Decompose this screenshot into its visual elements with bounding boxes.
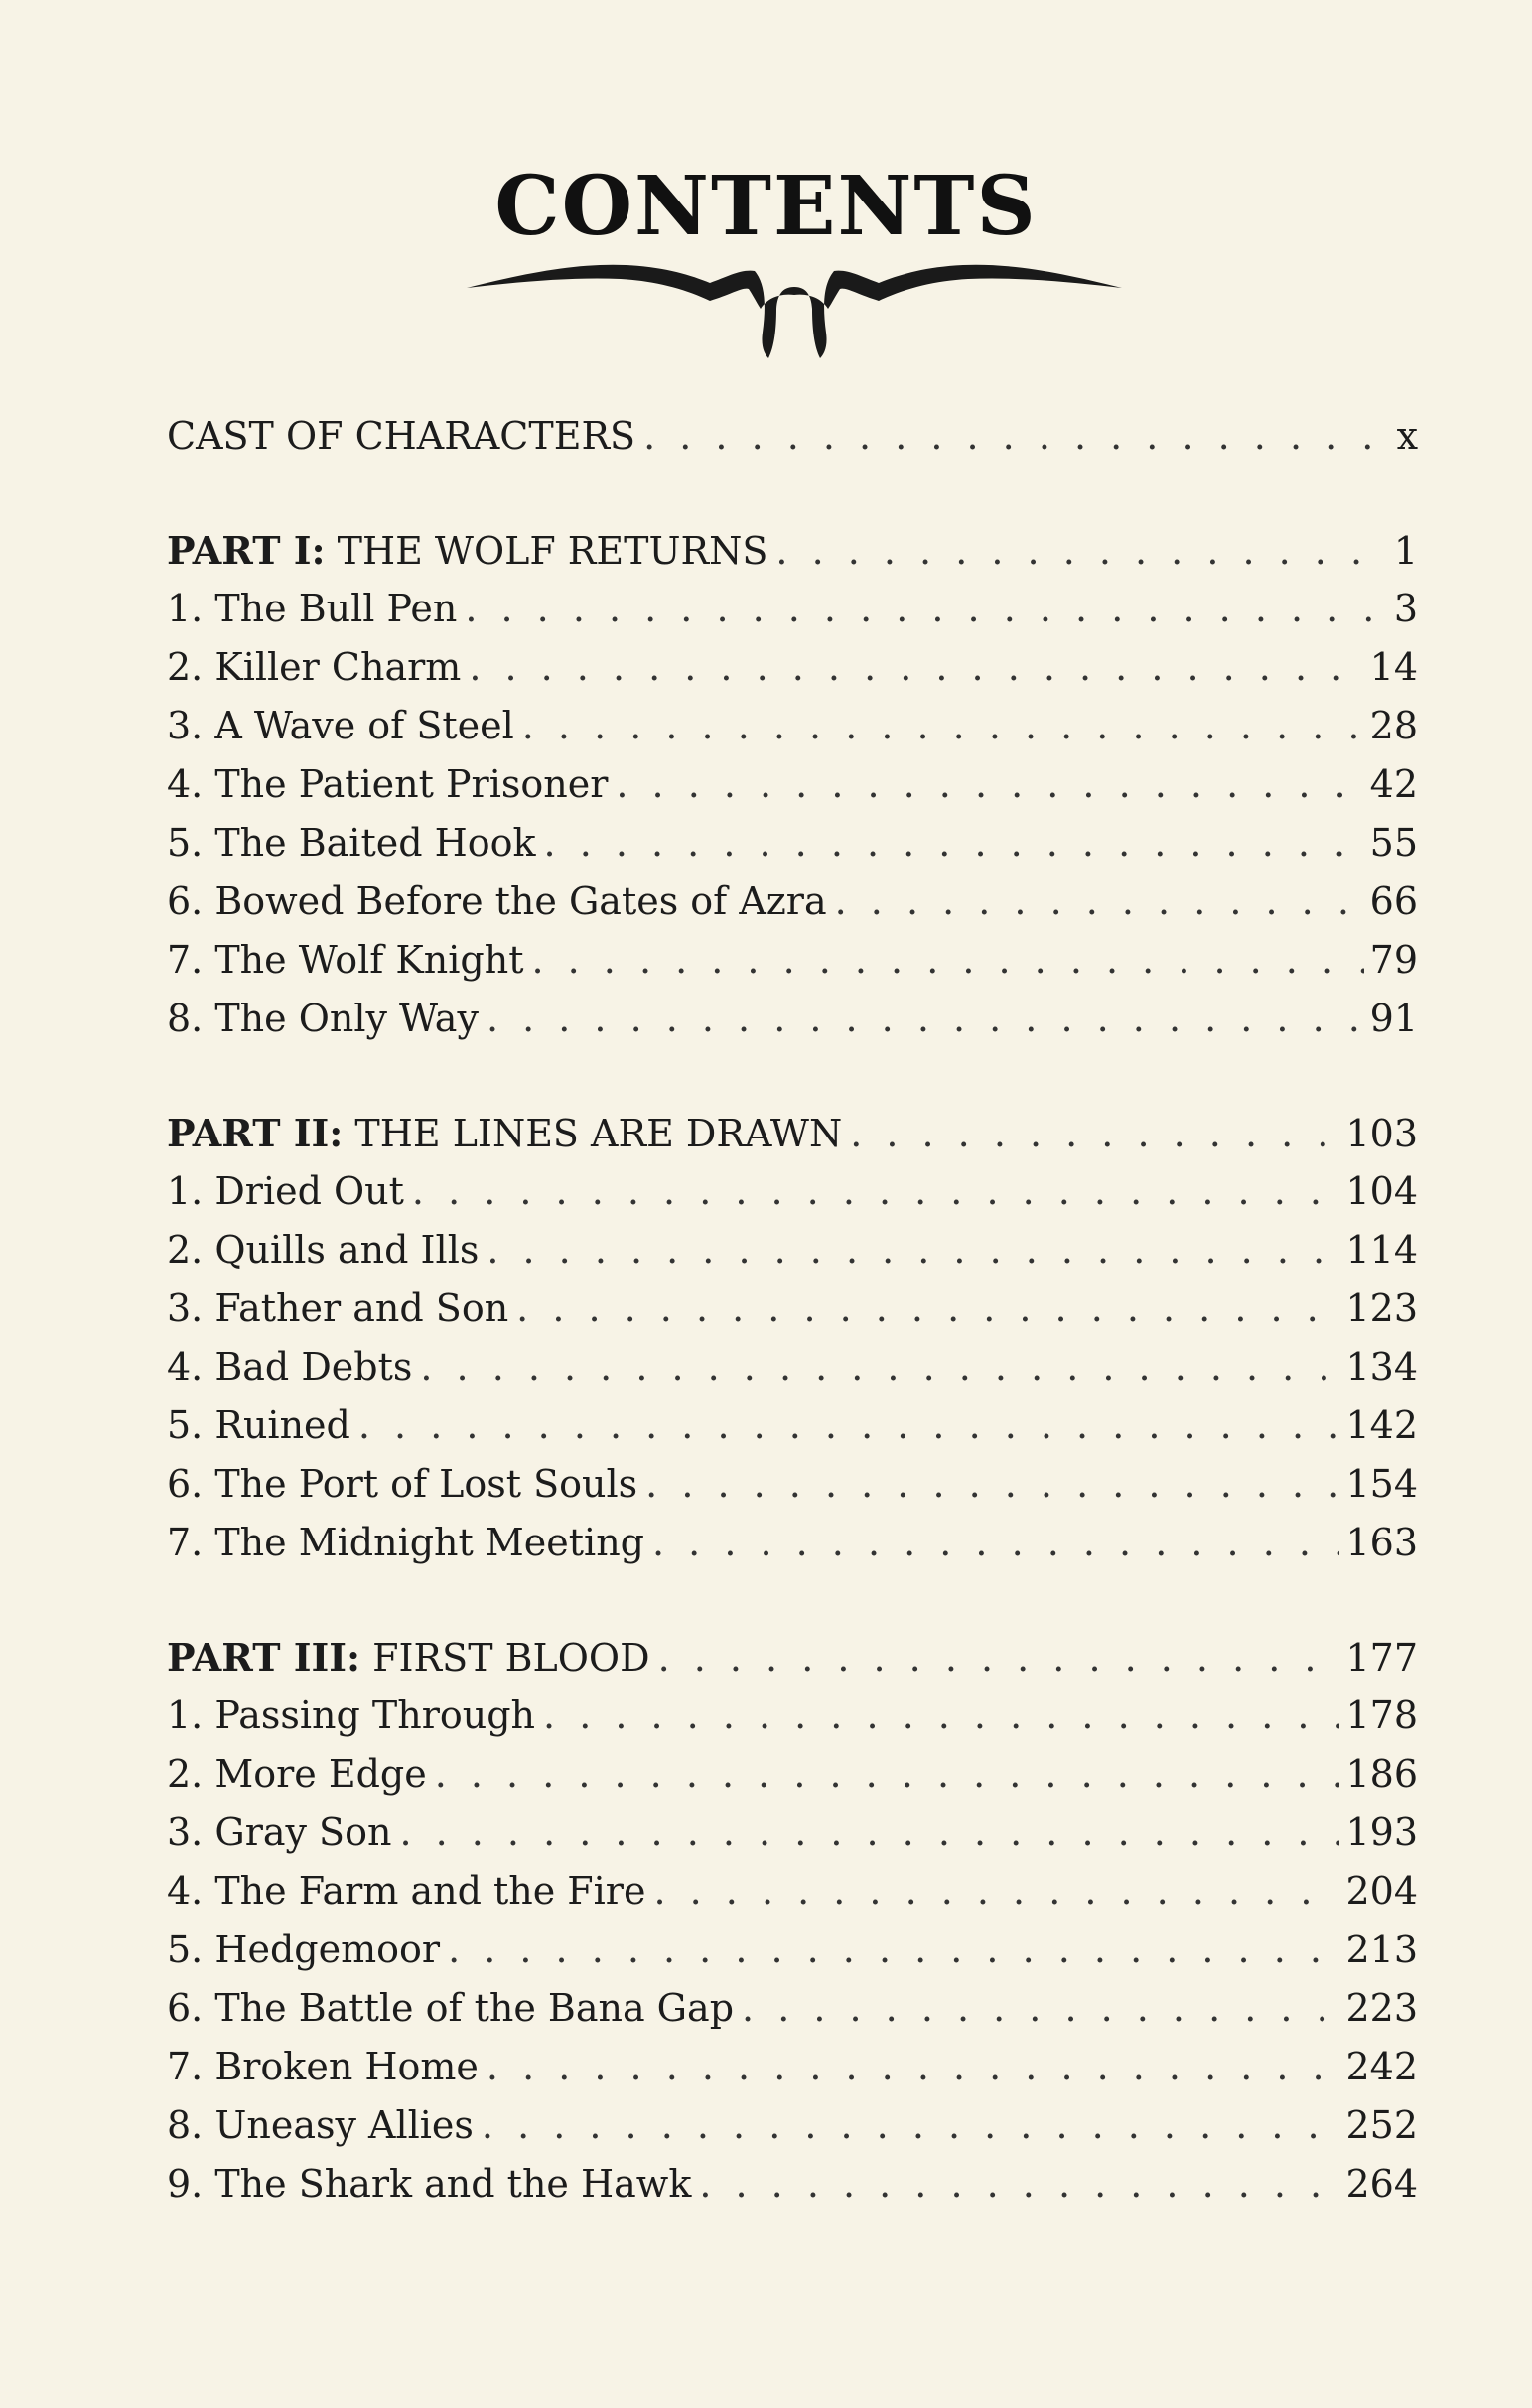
chapter-label: 5. The Baited Hook	[167, 821, 536, 865]
page-number: 242	[1345, 2045, 1418, 2088]
dot-leader	[544, 814, 1364, 872]
chapter-entry[interactable]	[167, 1745, 1418, 1804]
chapter-label: 9. The Shark and the Hawk	[167, 2162, 692, 2206]
part-heading[interactable]	[167, 521, 1418, 580]
dot-leader	[522, 697, 1364, 755]
dot-leader	[516, 1279, 1339, 1338]
chapter-label: 3. A Wave of Steel	[167, 704, 514, 747]
dot-leader	[487, 990, 1364, 1048]
dot-leader	[487, 2038, 1340, 2096]
chapter-entry[interactable]	[167, 1162, 1418, 1221]
chapter-entry[interactable]	[167, 580, 1418, 638]
toc-entry-cast[interactable]	[167, 407, 1418, 466]
dot-leader	[412, 1162, 1340, 1221]
chapter-label: 3. Father and Son	[167, 1286, 509, 1330]
page-number: 177	[1345, 1636, 1418, 1679]
part-label	[167, 1628, 650, 1687]
chapter-label: 6. The Port of Lost Souls	[167, 1462, 638, 1506]
chapter-entry[interactable]	[167, 1338, 1418, 1397]
chapter-label: 2. Quills and Ills	[167, 1228, 480, 1271]
page-number: 213	[1345, 1928, 1418, 1971]
chapter-entry[interactable]	[167, 2155, 1418, 2213]
dot-leader	[399, 1804, 1339, 1862]
page-number: 91	[1369, 997, 1418, 1040]
page-number: 1	[1393, 529, 1418, 573]
chapter-label: 4. The Farm and the Fire	[167, 1869, 646, 1913]
part-label	[167, 1104, 842, 1163]
chapter-entry[interactable]	[167, 697, 1418, 755]
page-number: 252	[1345, 2103, 1418, 2147]
dot-leader	[531, 931, 1363, 990]
dot-leader	[420, 1338, 1339, 1397]
chapter-entry[interactable]	[167, 638, 1418, 697]
chapter-entry[interactable]	[167, 1221, 1418, 1279]
page-number: 178	[1345, 1693, 1418, 1737]
page-number: x	[1396, 414, 1418, 458]
chapter-entry[interactable]	[167, 1862, 1418, 1921]
dot-leader	[616, 755, 1363, 814]
page-number: 193	[1345, 1810, 1418, 1854]
dot-leader	[835, 872, 1364, 931]
chapter-entry[interactable]	[167, 2096, 1418, 2155]
dot-leader	[652, 1514, 1339, 1572]
chapter-entry[interactable]	[167, 1921, 1418, 1979]
page-number: 204	[1345, 1869, 1418, 1913]
part-label	[167, 521, 767, 581]
chapter-label: 1. Passing Through	[167, 1693, 536, 1737]
dot-leader	[358, 1397, 1340, 1455]
page-number: 3	[1393, 587, 1418, 630]
dot-leader	[448, 1921, 1339, 1979]
chapter-entry[interactable]	[167, 1455, 1418, 1514]
page-number: 114	[1345, 1228, 1418, 1271]
chapter-label: 4. The Patient Prisoner	[167, 762, 609, 806]
chapter-entry[interactable]	[167, 1279, 1418, 1338]
chapter-label: 3. Gray Son	[167, 1810, 392, 1854]
part-heading[interactable]	[167, 1104, 1418, 1162]
chapter-entry[interactable]	[167, 1804, 1418, 1862]
page-number: 66	[1369, 879, 1418, 923]
page-number: 163	[1345, 1521, 1418, 1564]
chapter-label: 5. Ruined	[167, 1404, 350, 1447]
page-number: 28	[1369, 704, 1418, 747]
chapter-entry[interactable]	[167, 931, 1418, 990]
dot-leader	[643, 407, 1390, 466]
page-number: 14	[1369, 645, 1418, 689]
chapter-entry[interactable]	[167, 814, 1418, 872]
chapter-label: 6. Bowed Before the Gates of Azra	[167, 879, 827, 923]
dot-leader	[482, 2096, 1340, 2155]
part-heading[interactable]	[167, 1628, 1418, 1686]
part-prefix: PART III:	[167, 1635, 361, 1679]
chapter-label: 5. Hedgemoor	[167, 1928, 441, 1971]
part-prefix: PART I:	[167, 528, 326, 573]
page-number: 104	[1345, 1169, 1418, 1213]
page-number: 103	[1345, 1112, 1418, 1155]
chapter-label: 6. The Battle of the Bana Gap	[167, 1986, 735, 2030]
dot-leader	[850, 1105, 1339, 1163]
part-prefix: PART II:	[167, 1111, 344, 1155]
page-number: 123	[1345, 1286, 1418, 1330]
chapter-label: 1. The Bull Pen	[167, 587, 458, 630]
ornament-divider-icon	[467, 243, 1122, 362]
chapter-label: 8. Uneasy Allies	[167, 2103, 474, 2147]
dot-leader	[775, 522, 1387, 581]
chapter-entry[interactable]	[167, 1979, 1418, 2038]
dot-leader	[487, 1221, 1339, 1279]
chapter-label: 1. Dried Out	[167, 1169, 404, 1213]
page-number: 223	[1345, 1986, 1418, 2030]
page-number: 134	[1345, 1345, 1418, 1389]
table-of-contents	[167, 407, 1418, 2213]
page-number: 55	[1369, 821, 1418, 865]
chapter-entry[interactable]	[167, 872, 1418, 931]
dot-leader	[699, 2155, 1339, 2213]
dot-leader	[645, 1455, 1339, 1514]
chapter-entry[interactable]	[167, 990, 1418, 1048]
chapter-label: 2. More Edge	[167, 1752, 427, 1796]
dot-leader	[469, 638, 1363, 697]
dot-leader	[653, 1862, 1339, 1921]
part-title: FIRST BLOOD	[372, 1636, 650, 1679]
chapter-entry[interactable]	[167, 1686, 1418, 1745]
chapter-entry[interactable]	[167, 755, 1418, 814]
page-title: CONTENTS	[494, 159, 1038, 254]
chapter-entry[interactable]	[167, 1514, 1418, 1572]
part-title: THE WOLF RETURNS	[337, 529, 768, 573]
chapter-label: 7. The Midnight Meeting	[167, 1521, 644, 1564]
page-number: 154	[1345, 1462, 1418, 1506]
page-number: 42	[1369, 762, 1418, 806]
dot-leader	[742, 1979, 1339, 2038]
part-title: THE LINES ARE DRAWN	[354, 1112, 843, 1155]
dot-leader	[435, 1745, 1340, 1804]
page-number: 79	[1369, 938, 1418, 982]
chapter-label: 2. Killer Charm	[167, 645, 462, 689]
chapter-entry[interactable]	[167, 2038, 1418, 2096]
page-number: 142	[1345, 1404, 1418, 1447]
entry-label: CAST OF CHARACTERS	[167, 414, 636, 458]
chapter-label: 7. The Wolf Knight	[167, 938, 524, 982]
chapter-label: 4. Bad Debts	[167, 1345, 413, 1389]
page-number: 264	[1345, 2162, 1418, 2206]
page-number: 186	[1345, 1752, 1418, 1796]
chapter-label: 7. Broken Home	[167, 2045, 479, 2088]
dot-leader	[465, 580, 1387, 638]
dot-leader	[658, 1629, 1340, 1687]
chapter-label: 8. The Only Way	[167, 997, 479, 1040]
dot-leader	[543, 1686, 1339, 1745]
chapter-entry[interactable]	[167, 1397, 1418, 1455]
